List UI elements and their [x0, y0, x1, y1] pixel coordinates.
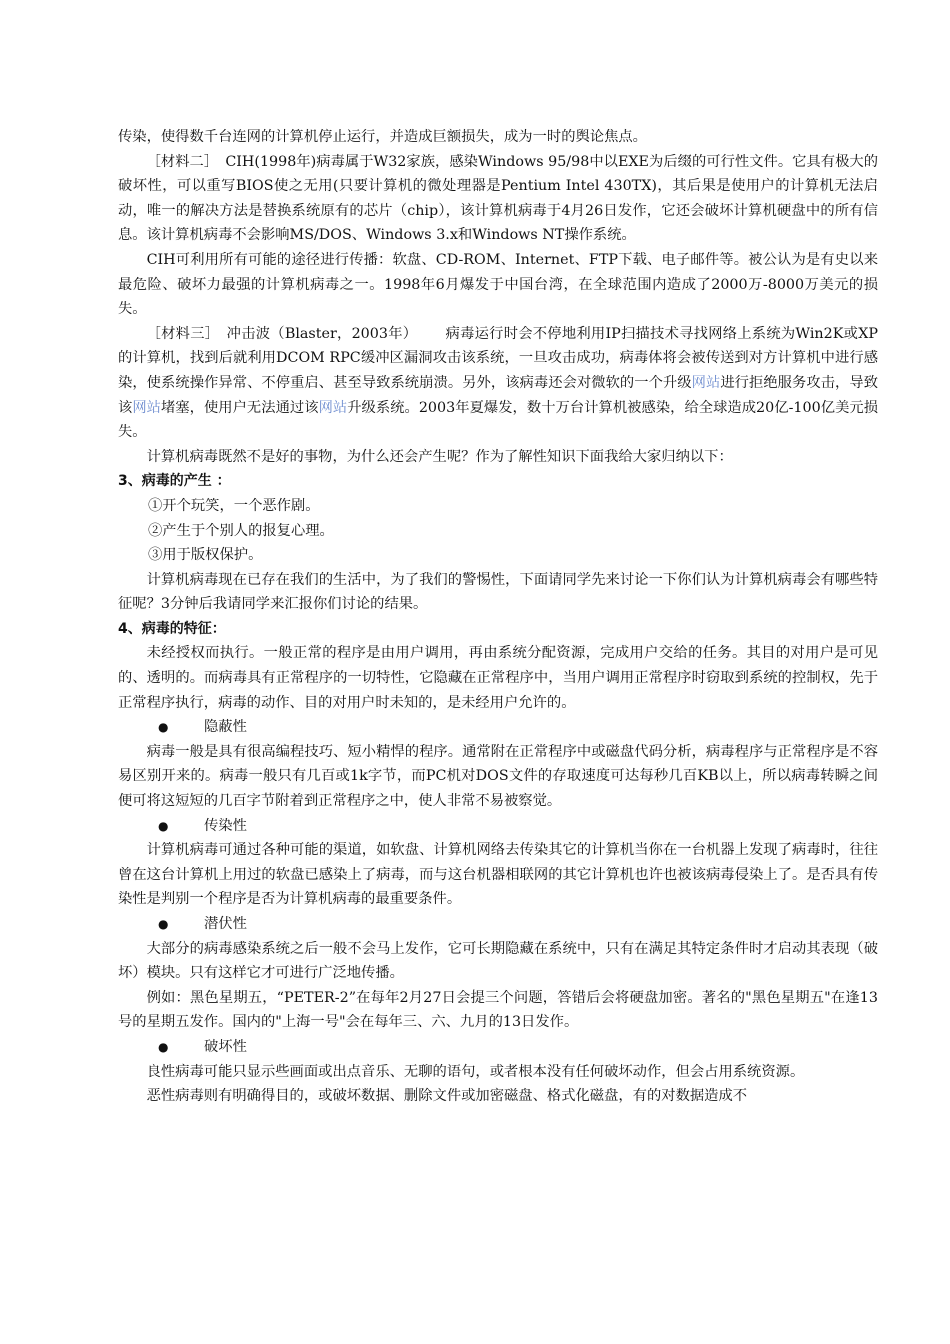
paragraph-infectivity: 计算机病毒可通过各种可能的渠道，如软盘、计算机网络去传染其它的计算机当你在一台机器上发现了病毒时，往往曾在这台计算机上用过的软盘已感染上了病毒，而与这台机器相联网的其它计算机也许也被该病毒侵染上了。是否具有传染性是判别一个程序是否为计算机病毒的最重要条件。 [118, 842, 878, 908]
bullet-concealment [118, 715, 878, 740]
paragraph-1: 传染，使得数千台连网的计算机停止运行，并造成巨额损失，成为一时的舆论焦点。 [118, 129, 647, 145]
paragraph-concealment: 病毒一般是具有很高编程技巧、短小精悍的程序。通常附在正常程序中或磁盘代码分析，病毒程序与正常程序是不容易区别开来的。病毒一般只有几百或1k字节，而PC机对DOS文件的存取速度可达每秒几百KB以上，所以病毒转瞬之间便可将这短短的几百字节附着到正常程序之中，使人非常不易被察觉。 [118, 743, 878, 810]
bullet-label: 潜伏性 [204, 916, 247, 932]
paragraph-material-3 [118, 322, 878, 445]
reason-item-3: ③用于版权保护。 [148, 547, 263, 564]
material-3-lead: ［材料三］ 冲击波（Blaster，2003年） [146, 325, 418, 342]
reason-item-1: ①开个玩笑，一个恶作剧。 [148, 497, 320, 514]
heading-virus-origin: 3、病毒的产生 ： [118, 473, 231, 490]
bullet-infectivity [118, 814, 878, 839]
bullet-label: 破坏性 [204, 1038, 247, 1055]
bullet-destructiveness [118, 1035, 878, 1060]
bullet-label: 隐蔽性 [204, 719, 247, 736]
bullet-icon: ● [158, 917, 169, 931]
material-3-text-3: 堵塞，使用户无法通过该 [160, 399, 319, 416]
paragraph-example: 例如：黑色星期五，“PETER-2”在每年2月27日会提三个问题，答错后会将硬盘加密。著名的"黑色星期五"在逢13号的星期五发作。国内的"上海一号"会在每年三、六、九月的13日发作。 [118, 989, 878, 1031]
website-link-2[interactable]: 网站 [132, 399, 161, 416]
website-link-3[interactable]: 网站 [318, 399, 348, 416]
bullet-icon: ● [158, 818, 169, 833]
bullet-label: 传染性 [204, 817, 247, 834]
reason-item-2: ②产生于个别人的报复心理。 [148, 522, 334, 539]
heading-virus-features: 4、病毒的特征： [118, 620, 226, 637]
paragraph-discussion: 计算机病毒现在已存在我们的生活中，为了我们的警惕性，下面请同学先来讨论一下你们认为计算机病毒会有哪些特征呢？3分钟后我请同学来汇报你们讨论的结果。 [118, 571, 878, 613]
paragraph-cih-spread: CIH可利用所有可能的途径进行传播：软盘、CD-ROM、Internet、FTP下载、电子邮件等。被公认为是有史以来最危险、破坏力最强的计算机病毒之一。1998年6月爆发于中国台湾，在全球范围内造成了2000万-8000万美元的损失。 [118, 251, 878, 318]
paragraph-unauthorized: 未经授权而执行。一般正常的程序是由用户调用，再由系统分配资源，完成用户交给的任务。其目的对用户是可见的、透明的。而病毒具有正常程序的一切特性，它隐藏在正常程序中，当用户调用正常程序时窃取到系统的控制权，先于正常程序执行，病毒的动作、目的对用户时未知的，是未经用户允许的。 [118, 645, 878, 711]
material-3-text-2: 进行拒绝服务攻击，导致该 [118, 374, 879, 416]
bullet-icon: ● [158, 1039, 169, 1054]
paragraph-benign: 良性病毒可能只显示些画面或出点音乐、无聊的语句，或者根本没有任何破坏动作，但会占用系统资源。 [146, 1063, 805, 1080]
paragraph-malignant: 恶性病毒则有明确得目的，或破坏数据、删除文件或加密磁盘、格式化磁盘，有的对数据造成不 [146, 1088, 748, 1105]
paragraph-material-2: ［材料二］ CIH(1998年)病毒属于W32家族，感染Windows 95/98中以EXE为后缀的可行性文件。它具有极大的破坏性，可以重写BIOS使之无用(只要计算机的微处理器是Pentium Intel 430TX)，其后果是使用户的计算机无法启动，唯一的解决方法是替换系统原有的芯片（chip），该计算机病毒于4月26日发作，它还会破坏计算机硬盘中的所有信息。该计算机病毒不会影响MS/DOS、Windows 3.x和Windows NT操作系统。 [118, 153, 878, 244]
paragraph-latency: 大部分的病毒感染系统之后一般不会马上发作，它可长期隐藏在系统中，只有在满足其特定条件时才启动其表现（破坏）模块。只有这样它才可进行广泛地传播。 [118, 940, 878, 982]
material-3-text-4: 升级系统。2003年夏爆发，数十万台计算机被感染，给全球造成20亿-100亿美元损失。 [118, 399, 879, 441]
paragraph-transition: 计算机病毒既然不是好的事物，为什么还会产生呢？作为了解性知识下面我给大家归纳以下： [146, 448, 733, 465]
document-page [118, 125, 878, 1109]
bullet-latency [118, 912, 878, 937]
material-3-text-1: 病毒运行时会不停地利用IP扫描技术寻找网络上系统为Win2K或XP的计算机，找到后就利用DCOM RPC缓冲区漏洞攻击该系统，一旦攻击成功，病毒体将会被传送到对方计算机中进行感染，使系统操作异常、不停重启、甚至导致系统崩溃。另外，该病毒还会对微软的一个升级 [118, 325, 878, 391]
website-link-1[interactable]: 网站 [691, 374, 721, 391]
bullet-icon: ● [158, 720, 169, 735]
